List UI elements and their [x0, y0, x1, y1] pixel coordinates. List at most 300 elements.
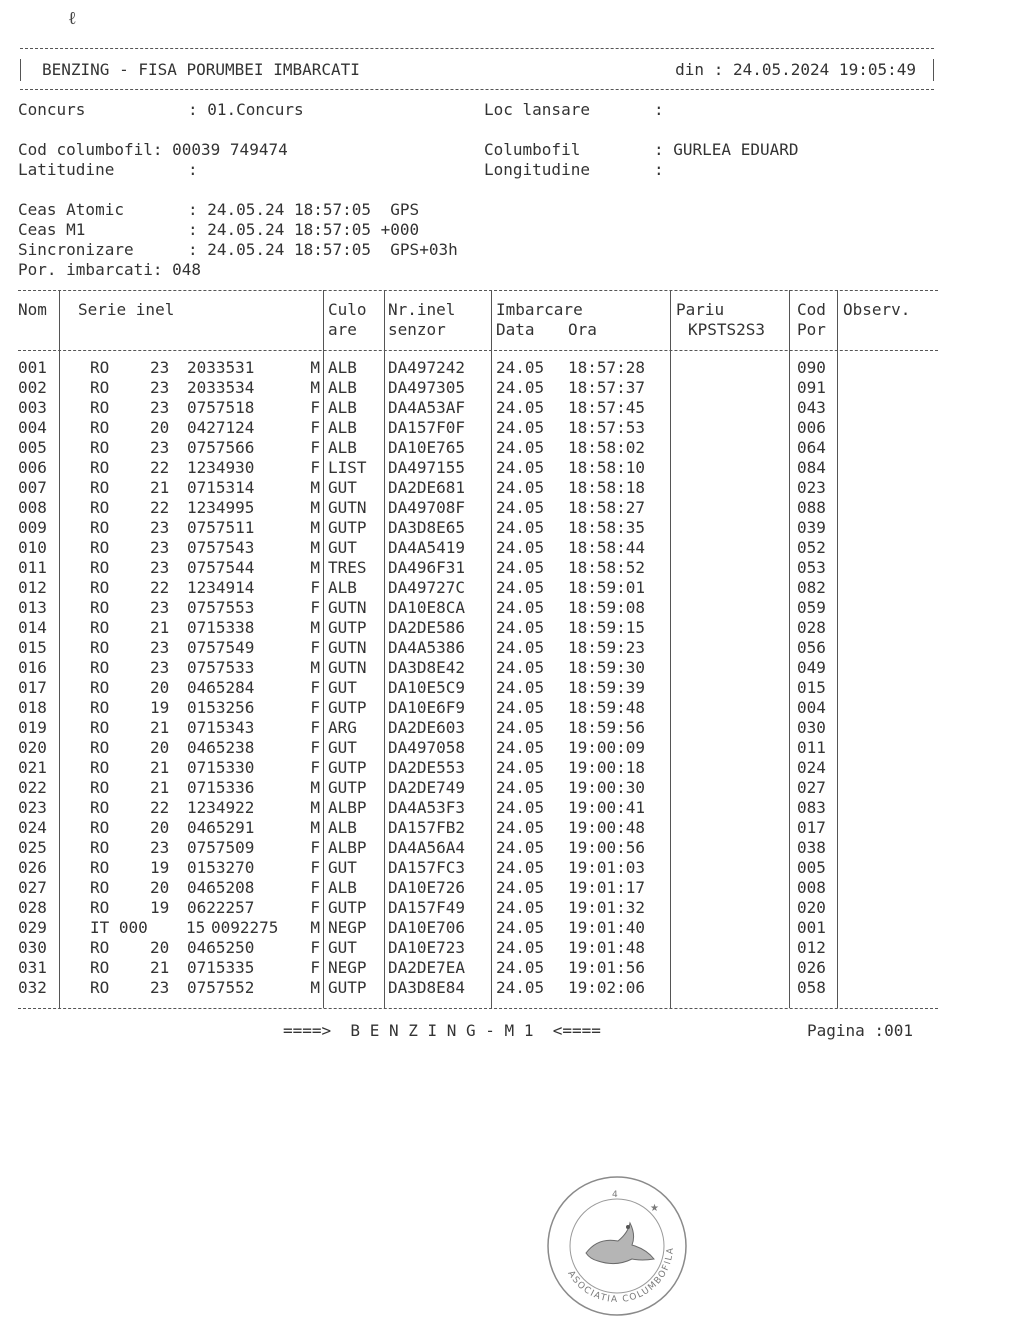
cell-nom: 014 [18, 618, 47, 637]
cell-nr: 0153256 [187, 698, 255, 717]
cell-culoare: GUTN [328, 638, 367, 657]
cell-culoare: GUTP [328, 758, 367, 777]
handwritten-mark: ℓ [68, 8, 77, 29]
cell-culoare: NEGP [328, 958, 367, 977]
cell-nr: 1234930 [187, 458, 255, 477]
cell-culoare: LIST [328, 458, 367, 477]
cell-nom: 030 [18, 938, 47, 957]
cell-ora: 18:57:37 [568, 378, 646, 397]
cell-nom: 012 [18, 578, 47, 597]
cell-nr: 0715338 [187, 618, 255, 637]
cell-data: 24.05 [496, 498, 545, 517]
cell-ora: 18:59:56 [568, 718, 646, 737]
cell-nr: 0757518 [187, 398, 255, 417]
cell-data: 24.05 [496, 578, 545, 597]
cell-cod: 020 [797, 898, 826, 917]
col-pariu: Pariu [676, 300, 725, 319]
cell-cod: 038 [797, 838, 826, 857]
cell-ora: 18:58:02 [568, 438, 646, 457]
cell-data: 24.05 [496, 818, 545, 837]
cell-data: 24.05 [496, 458, 545, 477]
cell-an: 23 [150, 838, 170, 857]
ceas-atomic-value: : 24.05.24 18:57:05 GPS [188, 200, 420, 219]
cell-an: 22 [150, 798, 170, 817]
cell-senzor: DA49727C [388, 578, 466, 597]
cell-ora: 18:58:18 [568, 478, 646, 497]
cell-nom: 007 [18, 478, 47, 497]
cell-nr: 0757544 [187, 558, 255, 577]
cell-tara: RO [90, 778, 110, 797]
cell-cod: 058 [797, 978, 826, 997]
cell-data: 24.05 [496, 858, 545, 877]
cell-tara: RO [90, 418, 110, 437]
cell-culoare: ALB [328, 578, 357, 597]
cell-sex: F [310, 698, 320, 717]
cell-nom: 031 [18, 958, 47, 977]
cell-ora: 19:00:30 [568, 778, 646, 797]
col-nr-inel: Nr.inel [388, 300, 456, 319]
cell-ora: 19:01:03 [568, 858, 646, 877]
cell-cod: 023 [797, 478, 826, 497]
cell-cod: 004 [797, 698, 826, 717]
cell-culoare: GUT [328, 938, 357, 957]
cell-ora: 18:58:35 [568, 518, 646, 537]
cell-an: 21 [150, 758, 170, 777]
cell-senzor: DA4A53F3 [388, 798, 466, 817]
concurs-value: : 01.Concurs [188, 100, 304, 119]
cell-an: 20 [150, 878, 170, 897]
cell-data: 24.05 [496, 598, 545, 617]
cell-data: 24.05 [496, 778, 545, 797]
cell-nom: 025 [18, 838, 47, 857]
cell-an: 15 [186, 918, 206, 937]
cell-ora: 19:00:09 [568, 738, 646, 757]
cell-sex: F [310, 738, 320, 757]
col-culoare: Culo [328, 300, 367, 319]
cell-culoare: ALB [328, 418, 357, 437]
cell-nom: 015 [18, 638, 47, 657]
col-observ: Observ. [843, 300, 911, 319]
cell-data: 24.05 [496, 898, 545, 917]
cell-sex: F [310, 398, 320, 417]
cell-nom: 003 [18, 398, 47, 417]
cell-cod: 091 [797, 378, 826, 397]
cell-tara: RO [90, 958, 110, 977]
cell-ora: 18:58:10 [568, 458, 646, 477]
cell-nr: 0757566 [187, 438, 255, 457]
longitudine-label: Longitudine [484, 160, 590, 179]
cell-tara: RO [90, 718, 110, 737]
cell-nom: 013 [18, 598, 47, 617]
cell-data: 24.05 [496, 738, 545, 757]
cell-tara: RO [90, 798, 110, 817]
cell-tara: IT 000 [90, 918, 148, 937]
cell-nr: 0153270 [187, 858, 255, 877]
longitudine-value: : [654, 160, 674, 179]
cell-tara: RO [90, 378, 110, 397]
cell-an: 21 [150, 618, 170, 637]
cell-nr: 0757553 [187, 598, 255, 617]
cell-an: 19 [150, 898, 170, 917]
cell-nr: 1234922 [187, 798, 255, 817]
cell-culoare: GUTP [328, 518, 367, 537]
cell-cod: 026 [797, 958, 826, 977]
cell-senzor: DA49708F [388, 498, 466, 517]
cell-ora: 19:02:06 [568, 978, 646, 997]
por-imbarcati-label: Por. imbarcati: 048 [18, 260, 202, 279]
cell-ora: 18:59:08 [568, 598, 646, 617]
cell-senzor: DA4A5386 [388, 638, 466, 657]
cell-nom: 020 [18, 738, 47, 757]
cell-ora: 19:00:41 [568, 798, 646, 817]
cell-senzor: DA10E8CA [388, 598, 466, 617]
report-title: BENZING - FISA PORUMBEI IMBARCATI [42, 60, 360, 79]
cell-nom: 005 [18, 438, 47, 457]
cell-nom: 008 [18, 498, 47, 517]
page-number: Pagina :001 [807, 1021, 913, 1040]
cell-ora: 19:00:48 [568, 818, 646, 837]
cell-senzor: DA2DE553 [388, 758, 466, 777]
cell-an: 23 [150, 538, 170, 557]
cell-nom: 009 [18, 518, 47, 537]
cell-ora: 18:59:30 [568, 658, 646, 677]
cell-tara: RO [90, 478, 110, 497]
cell-sex: M [310, 798, 320, 817]
col-data: Data [496, 320, 535, 339]
cell-cod: 028 [797, 618, 826, 637]
cell-cod: 059 [797, 598, 826, 617]
cell-tara: RO [90, 898, 110, 917]
cell-nom: 028 [18, 898, 47, 917]
cell-tara: RO [90, 978, 110, 997]
cell-culoare: ALB [328, 818, 357, 837]
columbofil-label: Columbofil [484, 140, 581, 159]
cell-culoare: GUT [328, 738, 357, 757]
cell-ora: 19:01:32 [568, 898, 646, 917]
cell-cod: 039 [797, 518, 826, 537]
cell-an: 23 [150, 438, 170, 457]
cell-an: 21 [150, 958, 170, 977]
cell-cod: 030 [797, 718, 826, 737]
pigeon-stamp-icon [546, 1175, 688, 1317]
cell-culoare: ALB [328, 378, 357, 397]
ceas-m1-label: Ceas M1 [18, 220, 86, 239]
cell-culoare: NEGP [328, 918, 367, 937]
cell-tara: RO [90, 678, 110, 697]
cell-senzor: DA10E765 [388, 438, 466, 457]
footer-banner: ====> B E N Z I N G - M 1 <==== [283, 1021, 601, 1040]
cell-data: 24.05 [496, 398, 545, 417]
cell-tara: RO [90, 738, 110, 757]
cell-ora: 18:59:15 [568, 618, 646, 637]
cell-tara: RO [90, 458, 110, 477]
cell-ora: 18:59:01 [568, 578, 646, 597]
cell-data: 24.05 [496, 418, 545, 437]
cell-ora: 19:01:17 [568, 878, 646, 897]
cell-senzor: DA2DE586 [388, 618, 466, 637]
cell-an: 20 [150, 738, 170, 757]
cell-ora: 18:58:27 [568, 498, 646, 517]
cell-sex: F [310, 898, 320, 917]
cell-data: 24.05 [496, 558, 545, 577]
cell-an: 19 [150, 858, 170, 877]
cell-nr: 0622257 [187, 898, 255, 917]
cell-tara: RO [90, 658, 110, 677]
cell-sex: M [310, 378, 320, 397]
cell-cod: 049 [797, 658, 826, 677]
cell-senzor: DA157FB2 [388, 818, 466, 837]
cell-an: 23 [150, 598, 170, 617]
cod-columbofil-label: Cod columbofil: 00039 749474 [18, 140, 288, 159]
cell-culoare: GUTP [328, 978, 367, 997]
cell-an: 23 [150, 358, 170, 377]
cell-nom: 018 [18, 698, 47, 717]
cell-culoare: GUT [328, 538, 357, 557]
cell-senzor: DA10E5C9 [388, 678, 466, 697]
cell-tara: RO [90, 618, 110, 637]
cell-senzor: DA497242 [388, 358, 466, 377]
cell-tara: RO [90, 518, 110, 537]
cell-an: 23 [150, 658, 170, 677]
latitudine-label: Latitudine [18, 160, 115, 179]
cell-culoare: GUTN [328, 598, 367, 617]
cell-an: 22 [150, 458, 170, 477]
cell-nom: 019 [18, 718, 47, 737]
cell-senzor: DA497155 [388, 458, 466, 477]
cell-senzor: DA157F49 [388, 898, 466, 917]
cell-culoare: GUT [328, 858, 357, 877]
sincronizare-label: Sincronizare [18, 240, 134, 259]
col-serie-inel: Serie inel [78, 300, 175, 319]
col-culoare-2: are [328, 320, 357, 339]
cell-sex: F [310, 578, 320, 597]
cell-data: 24.05 [496, 938, 545, 957]
cell-nom: 021 [18, 758, 47, 777]
cell-senzor: DA157F0F [388, 418, 466, 437]
cell-data: 24.05 [496, 758, 545, 777]
loc-lansare-label: Loc lansare [484, 100, 590, 119]
cell-ora: 18:57:28 [568, 358, 646, 377]
cell-sex: M [310, 658, 320, 677]
cell-senzor: DA2DE749 [388, 778, 466, 797]
cell-culoare: ALB [328, 358, 357, 377]
cell-sex: M [310, 918, 320, 937]
cell-an: 20 [150, 818, 170, 837]
table-bottom-rule [18, 1008, 938, 1009]
cell-ora: 18:59:39 [568, 678, 646, 697]
cell-data: 24.05 [496, 358, 545, 377]
stamp-text: ASOCIATIA COLUMBOFILA [565, 1246, 677, 1306]
cell-nr: 0715336 [187, 778, 255, 797]
cell-nr: 0465284 [187, 678, 255, 697]
ceas-atomic-label: Ceas Atomic [18, 200, 124, 219]
cell-tara: RO [90, 858, 110, 877]
cell-nr: 0757511 [187, 518, 255, 537]
cell-cod: 005 [797, 858, 826, 877]
cell-cod: 015 [797, 678, 826, 697]
cell-culoare: GUTP [328, 898, 367, 917]
cell-nom: 032 [18, 978, 47, 997]
latitudine-value: : [188, 160, 208, 179]
cell-senzor: DA10E6F9 [388, 698, 466, 717]
cell-tara: RO [90, 838, 110, 857]
cell-nom: 027 [18, 878, 47, 897]
cell-nom: 023 [18, 798, 47, 817]
cell-tara: RO [90, 938, 110, 957]
cell-data: 24.05 [496, 378, 545, 397]
cell-sex: F [310, 458, 320, 477]
cell-sex: F [310, 718, 320, 737]
cell-an: 20 [150, 418, 170, 437]
cell-ora: 19:00:18 [568, 758, 646, 777]
cell-ora: 19:01:40 [568, 918, 646, 937]
cell-nr: 0757549 [187, 638, 255, 657]
cell-senzor: DA4A56A4 [388, 838, 466, 857]
cell-senzor: DA3D8E84 [388, 978, 466, 997]
cell-sex: M [310, 478, 320, 497]
col-nr-inel-2: senzor [388, 320, 446, 339]
cell-an: 20 [150, 678, 170, 697]
cell-cod: 084 [797, 458, 826, 477]
ceas-m1-value: : 24.05.24 18:57:05 +000 [188, 220, 420, 239]
cell-nr: 0757552 [187, 978, 255, 997]
cell-an: 21 [150, 478, 170, 497]
cell-tara: RO [90, 438, 110, 457]
cell-culoare: GUTN [328, 658, 367, 677]
cell-nr: 0715343 [187, 718, 255, 737]
cell-senzor: DA496F31 [388, 558, 466, 577]
cell-senzor: DA10E726 [388, 878, 466, 897]
cell-nr: 0092275 [211, 918, 279, 937]
cell-tara: RO [90, 398, 110, 417]
cell-data: 24.05 [496, 718, 545, 737]
cell-data: 24.05 [496, 878, 545, 897]
cell-ora: 18:59:48 [568, 698, 646, 717]
cell-data: 24.05 [496, 438, 545, 457]
cell-sex: M [310, 538, 320, 557]
cell-senzor: DA157FC3 [388, 858, 466, 877]
cell-sex: M [310, 818, 320, 837]
cell-cod: 024 [797, 758, 826, 777]
cell-data: 24.05 [496, 538, 545, 557]
cell-senzor: DA4A5419 [388, 538, 466, 557]
cell-nr: 0757509 [187, 838, 255, 857]
cell-nr: 1234995 [187, 498, 255, 517]
cell-senzor: DA4A53AF [388, 398, 466, 417]
cell-nr: 0465250 [187, 938, 255, 957]
cell-nr: 0465291 [187, 818, 255, 837]
cell-tara: RO [90, 578, 110, 597]
table-header-rule [18, 350, 938, 351]
cell-nr: 0715335 [187, 958, 255, 977]
cell-cod: 008 [797, 878, 826, 897]
cell-senzor: DA497058 [388, 738, 466, 757]
association-stamp [546, 1175, 688, 1317]
cell-tara: RO [90, 758, 110, 777]
cell-tara: RO [90, 358, 110, 377]
cell-sex: M [310, 778, 320, 797]
cell-culoare: ARG [328, 718, 357, 737]
cell-an: 22 [150, 498, 170, 517]
cell-culoare: ALB [328, 878, 357, 897]
cell-culoare: ALB [328, 438, 357, 457]
cell-sex: M [310, 558, 320, 577]
cell-tara: RO [90, 598, 110, 617]
cell-data: 24.05 [496, 678, 545, 697]
cell-culoare: GUTN [328, 498, 367, 517]
col-imbarcare: Imbarcare [496, 300, 583, 319]
cell-nr: 0757533 [187, 658, 255, 677]
cell-ora: 19:01:48 [568, 938, 646, 957]
cell-culoare: GUTP [328, 618, 367, 637]
cell-senzor: DA2DE603 [388, 718, 466, 737]
cell-data: 24.05 [496, 958, 545, 977]
cell-cod: 012 [797, 938, 826, 957]
cell-data: 24.05 [496, 838, 545, 857]
cell-an: 23 [150, 558, 170, 577]
cell-nr: 0715314 [187, 478, 255, 497]
cell-sex: F [310, 938, 320, 957]
cell-tara: RO [90, 638, 110, 657]
cell-senzor: DA497305 [388, 378, 466, 397]
cell-data: 24.05 [496, 478, 545, 497]
cell-senzor: DA2DE681 [388, 478, 466, 497]
cell-sex: F [310, 678, 320, 697]
cell-sex: F [310, 438, 320, 457]
col-cod: Cod [797, 300, 826, 319]
cell-tara: RO [90, 818, 110, 837]
cell-sex: M [310, 498, 320, 517]
cell-cod: 011 [797, 738, 826, 757]
cell-tara: RO [90, 498, 110, 517]
cell-culoare: GUTP [328, 778, 367, 797]
cell-ora: 19:01:56 [568, 958, 646, 977]
cell-nr: 0427124 [187, 418, 255, 437]
col-cod-2: Por [797, 320, 826, 339]
cell-nom: 029 [18, 918, 47, 937]
col-pariu-2: KPSTS2S3 [688, 320, 766, 339]
col-ora: Ora [568, 320, 597, 339]
cell-nr: 1234914 [187, 578, 255, 597]
cell-an: 19 [150, 698, 170, 717]
cell-cod: 082 [797, 578, 826, 597]
cell-data: 24.05 [496, 658, 545, 677]
cell-culoare: ALBP [328, 838, 367, 857]
cell-nom: 001 [18, 358, 47, 377]
cell-tara: RO [90, 558, 110, 577]
cell-culoare: GUTP [328, 698, 367, 717]
cell-sex: F [310, 598, 320, 617]
cell-an: 23 [150, 518, 170, 537]
cell-an: 23 [150, 398, 170, 417]
cell-culoare: ALB [328, 398, 357, 417]
cell-sex: M [310, 978, 320, 997]
cell-nr: 2033534 [187, 378, 255, 397]
cell-data: 24.05 [496, 618, 545, 637]
cell-cod: 006 [797, 418, 826, 437]
cell-data: 24.05 [496, 918, 545, 937]
cell-an: 23 [150, 978, 170, 997]
cell-cod: 056 [797, 638, 826, 657]
table-top-rule [18, 290, 938, 291]
cell-an: 21 [150, 718, 170, 737]
stamp-number: 4 [612, 1190, 618, 1200]
report-date: din : 24.05.2024 19:05:49 [675, 60, 916, 79]
cell-data: 24.05 [496, 698, 545, 717]
cell-cod: 088 [797, 498, 826, 517]
cell-ora: 18:57:53 [568, 418, 646, 437]
cell-nom: 017 [18, 678, 47, 697]
